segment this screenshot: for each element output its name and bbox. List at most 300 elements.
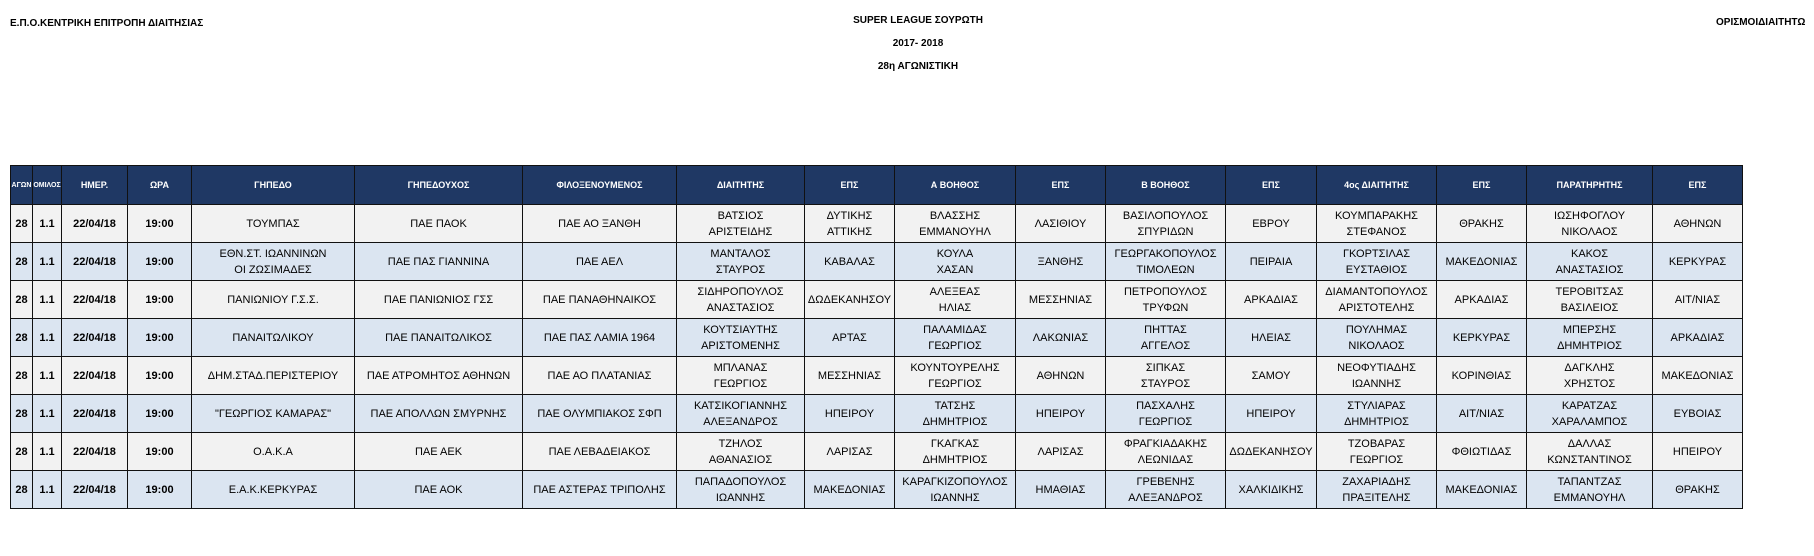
cell-group — [33, 243, 62, 281]
observer-eps-line: ΑΙΤ/ΝΙΑΣ — [1674, 293, 1721, 306]
assistant-b-eps-line: ΠΕΙΡΑΙΑ — [1249, 255, 1293, 268]
time-line: 19:00 — [145, 293, 174, 306]
date-line: 22/04/18 — [73, 407, 116, 420]
referee-line: ΑΡΙΣΤΟΜΕΝΗΣ — [701, 339, 780, 352]
assistant-b-eps-line: ΧΑΛΚΙΔΙΚΗΣ — [1238, 483, 1304, 496]
assistant-a-line: ΒΛΑΣΣΗΣ — [929, 209, 981, 222]
date-line: 22/04/18 — [73, 483, 116, 496]
cell-away-team — [523, 433, 677, 471]
stadium-line: ΕΘΝ.ΣΤ. ΙΩΑΝΝΙΝΩΝ — [219, 247, 327, 260]
col-header-observer-eps: ΕΠΣ — [1653, 166, 1743, 205]
stadium-line: ΔΗΜ.ΣΤΑΔ.ΠΕΡΙΣΤΕΡΙΟΥ — [207, 369, 339, 382]
cell-away-team — [523, 395, 677, 433]
fourth-official-eps-line: ΜΑΚΕΔΟΝΙΑΣ — [1445, 255, 1518, 268]
cell-time — [128, 281, 192, 319]
referee-line: ΠΑΠΑΔΟΠΟΥΛΟΣ — [694, 475, 787, 488]
cell-assistant-b-eps — [1226, 319, 1317, 357]
assistant-a-eps-line: ΜΕΣΣΗΝΙΑΣ — [1028, 293, 1093, 306]
observer-line: ΧΡΗΣΤΟΣ — [1563, 377, 1616, 390]
cell-observer — [1527, 433, 1653, 471]
observer-line: ΧΑΡΑΛΑΜΠΟΣ — [1551, 415, 1628, 428]
cell-assistant-b-eps — [1226, 357, 1317, 395]
cell-time — [128, 471, 192, 509]
fourth-official-eps-line: ΚΟΡΙΝΘΙΑΣ — [1451, 369, 1512, 382]
referee-line: ΜΠΛΑΝΑΣ — [713, 361, 768, 374]
referee-assignments-label: ΟΡΙΣΜΟΙΔΙΑΙΤΗΤΩ — [1716, 17, 1806, 28]
cell-away-team — [523, 319, 677, 357]
cell-match-number — [11, 357, 33, 395]
header-row — [11, 166, 1743, 205]
referee-line: ΑΡΙΣΤΕΙΔΗΣ — [708, 225, 773, 238]
assistant-b-line: ΛΕΩΝΙΔΑΣ — [1137, 453, 1194, 466]
cell-referee-eps — [805, 319, 895, 357]
cell-observer — [1527, 319, 1653, 357]
cell-stadium — [192, 471, 355, 509]
assistant-a-line: ΚΟΥΛΑ — [936, 247, 974, 260]
assistant-a-eps-line: ΞΑΝΘΗΣ — [1037, 255, 1084, 268]
fourth-official-eps-line: ΚΕΡΚΥΡΑΣ — [1452, 331, 1511, 344]
cell-match-number — [11, 205, 33, 243]
cell-assistant-b-eps — [1226, 205, 1317, 243]
col-header-observer: ΠΑΡΑΤΗΡΗΤΗΣ — [1527, 166, 1653, 205]
cell-date — [62, 433, 128, 471]
cell-fourth-official — [1317, 395, 1437, 433]
fourth-official-line: ΝΕΟΦΥΤΙΑΔΗΣ — [1337, 361, 1416, 374]
time-line: 19:00 — [145, 483, 174, 496]
cell-observer — [1527, 471, 1653, 509]
assistant-a-line: ΓΕΩΡΓΙΟΣ — [928, 377, 982, 390]
assistant-a-line: ΑΛΕΞΕΑΣ — [929, 285, 981, 298]
cell-observer-eps — [1653, 205, 1743, 243]
table-row — [11, 319, 1743, 357]
stadium-line: Ε.Α.Κ.ΚΕΡΚΥΡΑΣ — [228, 483, 318, 496]
observer-line: ΕΜΜΑΝΟΥΗΛ — [1553, 491, 1626, 504]
col-header-away-team: ΦΙΛΟΞΕΝΟΥΜΕΝΟΣ — [523, 166, 677, 205]
group-line: 1.1 — [39, 217, 55, 230]
match-number-line: 28 — [15, 217, 28, 230]
assistant-b-line: ΠΑΣΧΑΛΗΣ — [1136, 399, 1195, 412]
cell-assistant-b-eps — [1226, 471, 1317, 509]
cell-match-number — [11, 395, 33, 433]
time-line: 19:00 — [145, 255, 174, 268]
assistant-a-eps-line: ΛΑΡΙΣΑΣ — [1037, 445, 1084, 458]
cell-assistant-b-eps — [1226, 243, 1317, 281]
col-header-assistant-a: Α ΒΟΗΘΟΣ — [895, 166, 1016, 205]
cell-referee — [677, 319, 805, 357]
cell-assistant-b — [1106, 471, 1226, 509]
referee-eps-line: ΜΑΚΕΔΟΝΙΑΣ — [813, 483, 886, 496]
col-header-assistant-b: Β ΒΟΗΘΟΣ — [1106, 166, 1226, 205]
assistant-a-eps-line: ΗΠΕΙΡΟΥ — [1035, 407, 1086, 420]
cell-assistant-a-eps — [1016, 357, 1106, 395]
match-number-line: 28 — [15, 407, 28, 420]
cell-observer-eps — [1653, 243, 1743, 281]
cell-date — [62, 395, 128, 433]
cell-fourth-official — [1317, 243, 1437, 281]
assistant-a-line: ΓΚΑΓΚΑΣ — [930, 437, 980, 450]
table-row — [11, 433, 1743, 471]
cell-fourth-official — [1317, 205, 1437, 243]
match-number-line: 28 — [15, 331, 28, 344]
match-number-line: 28 — [15, 483, 28, 496]
cell-match-number — [11, 243, 33, 281]
cell-fourth-official-eps — [1437, 281, 1527, 319]
fourth-official-line: ΣΤΕΦΑΝΟΣ — [1346, 225, 1407, 238]
assistant-b-line: ΦΡΑΓΚΙΑΔΑΚΗΣ — [1123, 437, 1208, 450]
away-team-line: ΠΑΕ ΟΛΥΜΠΙΑΚΟΣ ΣΦΠ — [537, 407, 662, 420]
cell-assistant-b — [1106, 357, 1226, 395]
cell-assistant-a-eps — [1016, 471, 1106, 509]
observer-eps-line: ΜΑΚΕΔΟΝΙΑΣ — [1661, 369, 1734, 382]
stadium-line: "ΓΕΩΡΓΙΟΣ ΚΑΜΑΡΑΣ" — [214, 407, 332, 420]
away-team-line: ΠΑΕ ΑΕΛ — [575, 255, 624, 268]
table-row — [11, 471, 1743, 509]
cell-assistant-b-eps — [1226, 281, 1317, 319]
referee-line: ΤΖΗΛΟΣ — [718, 437, 763, 450]
federation-name: Ε.Π.Ο.ΚΕΝΤΡΙΚΗ ΕΠΙΤΡΟΠΗ ΔΙΑΙΤΗΣΙΑΣ — [10, 18, 204, 29]
cell-stadium — [192, 433, 355, 471]
cell-home-team — [355, 471, 523, 509]
cell-group — [33, 433, 62, 471]
home-team-line: ΠΑΕ ΠΑΣ ΓΙΑΝΝΙΝΑ — [387, 255, 490, 268]
fourth-official-line: ΠΡΑΞΙΤΕΛΗΣ — [1342, 491, 1411, 504]
fourth-official-line: ΠΟΥΛΗΜΑΣ — [1345, 323, 1408, 336]
assistant-b-line: ΑΓΓΕΛΟΣ — [1140, 339, 1191, 352]
table-row — [11, 205, 1743, 243]
cell-stadium — [192, 205, 355, 243]
observer-eps-line: ΗΠΕΙΡΟΥ — [1672, 445, 1723, 458]
cell-group — [33, 281, 62, 319]
league-title: SUPER LEAGUE ΣΟΥΡΩΤΗ — [853, 15, 983, 26]
group-line: 1.1 — [39, 331, 55, 344]
fourth-official-eps-line: ΘΡΑΚΗΣ — [1459, 217, 1504, 230]
col-header-fourth-official-eps: ΕΠΣ — [1437, 166, 1527, 205]
home-team-line: ΠΑΕ ΠΑΝΙΩΝΙΟΣ ΓΣΣ — [383, 293, 494, 306]
group-line: 1.1 — [39, 407, 55, 420]
assistant-b-eps-line: ΔΩΔΕΚΑΝΗΣΟΥ — [1229, 445, 1313, 458]
fourth-official-line: ΓΚΟΡΤΣΙΛΑΣ — [1342, 247, 1410, 260]
cell-time — [128, 205, 192, 243]
cell-observer — [1527, 205, 1653, 243]
cell-time — [128, 357, 192, 395]
assistant-a-line: ΧΑΣΑΝ — [936, 263, 974, 276]
season: 2017- 2018 — [892, 38, 944, 49]
cell-away-team — [523, 243, 677, 281]
referee-eps-line: ΛΑΡΙΣΑΣ — [826, 445, 873, 458]
cell-group — [33, 357, 62, 395]
match-number-line: 28 — [15, 293, 28, 306]
assistant-b-line: ΓΕΩΡΓΑΚΟΠΟΥΛΟΣ — [1114, 247, 1217, 260]
date-line: 22/04/18 — [73, 293, 116, 306]
observer-line: ΙΩΣΗΦΟΓΛΟΥ — [1553, 209, 1626, 222]
cell-away-team — [523, 205, 677, 243]
table-row — [11, 357, 1743, 395]
cell-fourth-official-eps — [1437, 433, 1527, 471]
cell-home-team — [355, 281, 523, 319]
col-header-assistant-a-eps: ΕΠΣ — [1016, 166, 1106, 205]
cell-referee-eps — [805, 433, 895, 471]
cell-assistant-b — [1106, 243, 1226, 281]
away-team-line: ΠΑΕ ΠΑΝΑΘΗΝΑΙΚΟΣ — [542, 293, 657, 306]
fourth-official-line: ΕΥΣΤΑΘΙΟΣ — [1345, 263, 1408, 276]
fourth-official-line: ΑΡΙΣΤΟΤΕΛΗΣ — [1338, 301, 1415, 314]
referee-line: ΙΩΑΝΝΗΣ — [715, 491, 766, 504]
cell-assistant-a-eps — [1016, 243, 1106, 281]
home-team-line: ΠΑΕ ΑΤΡΟΜΗΤΟΣ ΑΘΗΝΩΝ — [366, 369, 511, 382]
cell-referee — [677, 205, 805, 243]
cell-observer-eps — [1653, 433, 1743, 471]
assistant-a-line: ΚΑΡΑΓΚΙΖΟΠΟΥΛΟΣ — [902, 475, 1008, 488]
referee-line: ΓΕΩΡΓΙΟΣ — [713, 377, 768, 390]
home-team-line: ΠΑΕ ΠΑΟΚ — [410, 217, 467, 230]
referee-line: ΚΑΤΣΙΚΟΓΙΑΝΝΗΣ — [693, 399, 788, 412]
stadium-line: ΤΟΥΜΠΑΣ — [246, 217, 300, 230]
cell-observer-eps — [1653, 357, 1743, 395]
observer-eps-line: ΑΘΗΝΩΝ — [1673, 217, 1722, 230]
cell-stadium — [192, 395, 355, 433]
cell-referee — [677, 243, 805, 281]
cell-fourth-official — [1317, 319, 1437, 357]
home-team-line: ΠΑΕ ΑΟΚ — [414, 483, 463, 496]
cell-group — [33, 471, 62, 509]
cell-observer — [1527, 243, 1653, 281]
time-line: 19:00 — [145, 369, 174, 382]
home-team-line: ΠΑΕ ΑΠΟΛΛΩΝ ΣΜΥΡΝΗΣ — [370, 407, 507, 420]
cell-group — [33, 205, 62, 243]
cell-observer-eps — [1653, 281, 1743, 319]
col-header-stadium: ΓΗΠΕΔΟ — [192, 166, 355, 205]
referee-eps-line: ΚΑΒΑΛΑΣ — [824, 255, 875, 268]
cell-assistant-a — [895, 395, 1016, 433]
away-team-line: ΠΑΕ ΑΟ ΠΛΑΤΑΝΙΑΣ — [547, 369, 652, 382]
cell-away-team — [523, 471, 677, 509]
cell-date — [62, 243, 128, 281]
assistant-a-eps-line: ΛΑΣΙΘΙΟΥ — [1034, 217, 1087, 230]
assistant-b-eps-line: ΗΠΕΙΡΟΥ — [1246, 407, 1296, 420]
cell-referee — [677, 357, 805, 395]
cell-observer-eps — [1653, 319, 1743, 357]
cell-away-team — [523, 281, 677, 319]
referee-eps-line: ΗΠΕΙΡΟΥ — [824, 407, 875, 420]
date-line: 22/04/18 — [73, 331, 116, 344]
cell-assistant-b-eps — [1226, 433, 1317, 471]
fourth-official-eps-line: ΦΘΙΩΤΙΔΑΣ — [1451, 445, 1512, 458]
assistant-b-line: ΑΛΕΞΑΝΔΡΟΣ — [1128, 491, 1203, 504]
cell-assistant-a — [895, 281, 1016, 319]
referee-assignment-table — [10, 165, 1743, 509]
observer-line: ΝΙΚΟΛΑΟΣ — [1561, 225, 1618, 238]
date-line: 22/04/18 — [73, 255, 116, 268]
stadium-line: ΠΑΝΙΩΝΙΟΥ Γ.Σ.Σ. — [227, 293, 319, 306]
cell-stadium — [192, 243, 355, 281]
col-header-match: ΑΓΩΝ — [11, 166, 33, 205]
referee-eps-line: ΑΡΤΑΣ — [832, 331, 867, 344]
date-line: 22/04/18 — [73, 369, 116, 382]
home-team-line: ΠΑΕ ΠΑΝΑΙΤΩΛΙΚΟΣ — [385, 331, 492, 344]
cell-observer — [1527, 281, 1653, 319]
group-line: 1.1 — [39, 369, 55, 382]
cell-fourth-official-eps — [1437, 471, 1527, 509]
referee-line: ΣΙΔΗΡΟΠΟΥΛΟΣ — [697, 285, 784, 298]
stadium-line: ΠΑΝΑΙΤΩΛΙΚΟΥ — [232, 331, 314, 344]
match-number-line: 28 — [15, 255, 28, 268]
cell-assistant-b — [1106, 319, 1226, 357]
cell-fourth-official-eps — [1437, 205, 1527, 243]
observer-eps-line: ΘΡΑΚΗΣ — [1675, 483, 1720, 496]
assistant-b-line: ΣΙΠΚΑΣ — [1145, 361, 1186, 374]
fourth-official-line: ΔΙΑΜΑΝΤΟΠΟΥΛΟΣ — [1325, 285, 1428, 298]
cell-referee-eps — [805, 357, 895, 395]
time-line: 19:00 — [145, 445, 174, 458]
cell-assistant-a — [895, 471, 1016, 509]
cell-stadium — [192, 357, 355, 395]
cell-date — [62, 357, 128, 395]
cell-away-team — [523, 357, 677, 395]
fourth-official-line: ΙΩΑΝΝΗΣ — [1351, 377, 1402, 390]
cell-fourth-official-eps — [1437, 319, 1527, 357]
observer-eps-line: ΕΥΒΟΙΑΣ — [1673, 407, 1722, 420]
home-team-line: ΠΑΕ ΑΕΚ — [414, 445, 463, 458]
assistant-a-line: ΤΑΤΣΗΣ — [934, 399, 976, 412]
cell-assistant-a — [895, 357, 1016, 395]
cell-assistant-a-eps — [1016, 433, 1106, 471]
away-team-line: ΠΑΕ ΛΕΒΑΔΕΙΑΚΟΣ — [548, 445, 651, 458]
assistant-a-line: ΙΩΑΝΝΗΣ — [930, 491, 980, 504]
assistant-b-line: ΤΙΜΟΛΕΩΝ — [1136, 263, 1195, 276]
assistant-a-line: ΠΑΛΑΜΙΔΑΣ — [923, 323, 987, 336]
cell-match-number — [11, 433, 33, 471]
round-title: 28η ΑΓΩΝΙΣΤΙΚΗ — [877, 61, 959, 72]
stadium-line: Ο.Α.Κ.Α — [253, 445, 293, 458]
cell-referee-eps — [805, 243, 895, 281]
referee-eps-line: ΔΩΔΕΚΑΝΗΣΟΥ — [807, 293, 892, 306]
fourth-official-line: ΖΑΧΑΡΙΑΔΗΣ — [1342, 475, 1411, 488]
stadium-line: ΟΙ ΖΩΣΙΜΑΔΕΣ — [234, 263, 312, 276]
fourth-official-line: ΚΟΥΜΠΑΡΑΚΗΣ — [1335, 209, 1418, 222]
assistant-a-eps-line: ΗΜΑΘΙΑΣ — [1035, 483, 1086, 496]
cell-referee — [677, 281, 805, 319]
cell-assistant-b — [1106, 433, 1226, 471]
cell-group — [33, 395, 62, 433]
fourth-official-eps-line: ΑΙΤ/ΝΙΑΣ — [1458, 407, 1505, 420]
cell-assistant-a — [895, 243, 1016, 281]
cell-referee — [677, 395, 805, 433]
observer-eps-line: ΚΕΡΚΥΡΑΣ — [1668, 255, 1727, 268]
col-header-referee-eps: ΕΠΣ — [805, 166, 895, 205]
col-header-group: ΟΜΙΛΟΣ — [33, 166, 62, 205]
cell-fourth-official — [1317, 357, 1437, 395]
match-number-line: 28 — [15, 369, 28, 382]
referee-line: ΑΛΕΞΑΝΔΡΟΣ — [703, 415, 778, 428]
cell-assistant-b — [1106, 205, 1226, 243]
cell-assistant-a — [895, 205, 1016, 243]
assistant-b-line: ΒΑΣΙΛΟΠΟΥΛΟΣ — [1122, 209, 1209, 222]
fourth-official-line: ΣΤΥΛΙΑΡΑΣ — [1347, 399, 1406, 412]
away-team-line: ΠΑΕ ΠΑΣ ΛΑΜΙΑ 1964 — [543, 331, 656, 344]
assistant-b-eps-line: ΑΡΚΑΔΙΑΣ — [1244, 293, 1298, 306]
time-line: 19:00 — [145, 407, 174, 420]
cell-observer-eps — [1653, 471, 1743, 509]
away-team-line: ΠΑΕ ΑΣΤΕΡΑΣ ΤΡΙΠΟΛΗΣ — [533, 483, 666, 496]
referee-line: ΜΑΝΤΑΛΟΣ — [710, 247, 771, 260]
cell-assistant-b — [1106, 281, 1226, 319]
observer-line: ΜΠΕΡΣΗΣ — [1562, 323, 1617, 336]
referee-eps-line: ΜΕΣΣΗΝΙΑΣ — [817, 369, 882, 382]
assistant-a-line: ΚΟΥΝΤΟΥΡΕΛΗΣ — [910, 361, 1000, 374]
observer-line: ΑΝΑΣΤΑΣΙΟΣ — [1555, 263, 1624, 276]
cell-date — [62, 319, 128, 357]
cell-group — [33, 319, 62, 357]
assistant-a-line: ΔΗΜΗΤΡΙΟΣ — [922, 453, 988, 466]
cell-match-number — [11, 281, 33, 319]
cell-referee-eps — [805, 395, 895, 433]
referee-eps-line: ΔΥΤΙΚΗΣ — [826, 209, 873, 222]
col-header-assistant-b-eps: ΕΠΣ — [1226, 166, 1317, 205]
group-line: 1.1 — [39, 445, 55, 458]
table-row — [11, 281, 1743, 319]
cell-home-team — [355, 357, 523, 395]
fourth-official-eps-line: ΑΡΚΑΔΙΑΣ — [1454, 293, 1509, 306]
assistant-b-eps-line: ΕΒΡΟΥ — [1252, 217, 1290, 230]
cell-home-team — [355, 395, 523, 433]
cell-stadium — [192, 319, 355, 357]
cell-home-team — [355, 433, 523, 471]
cell-home-team — [355, 243, 523, 281]
assistant-a-line: ΓΕΩΡΓΙΟΣ — [928, 339, 982, 352]
cell-stadium — [192, 281, 355, 319]
observer-line: ΔΗΜΗΤΡΙΟΣ — [1557, 339, 1622, 352]
time-line: 19:00 — [145, 331, 174, 344]
cell-fourth-official — [1317, 433, 1437, 471]
assistant-a-eps-line: ΑΘΗΝΩΝ — [1036, 369, 1085, 382]
table-row — [11, 395, 1743, 433]
observer-line: ΔΑΓΚΛΗΣ — [1564, 361, 1615, 374]
group-line: 1.1 — [39, 293, 55, 306]
observer-eps-line: ΑΡΚΑΔΙΑΣ — [1670, 331, 1725, 344]
cell-assistant-a-eps — [1016, 281, 1106, 319]
cell-date — [62, 205, 128, 243]
table-row — [11, 243, 1743, 281]
col-header-referee: ΔΙΑΙΤΗΤΗΣ — [677, 166, 805, 205]
fourth-official-eps-line: ΜΑΚΕΔΟΝΙΑΣ — [1445, 483, 1518, 496]
cell-referee-eps — [805, 281, 895, 319]
assistant-b-line: ΤΡΥΦΩΝ — [1142, 301, 1189, 314]
assistant-b-line: ΠΗΤΤΑΣ — [1144, 323, 1187, 336]
cell-assistant-b-eps — [1226, 395, 1317, 433]
cell-observer — [1527, 395, 1653, 433]
time-line: 19:00 — [145, 217, 174, 230]
referee-line: ΑΘΑΝΑΣΙΟΣ — [708, 453, 773, 466]
cell-observer — [1527, 357, 1653, 395]
cell-referee-eps — [805, 471, 895, 509]
cell-fourth-official-eps — [1437, 243, 1527, 281]
cell-match-number — [11, 319, 33, 357]
cell-fourth-official-eps — [1437, 395, 1527, 433]
assistant-a-eps-line: ΛΑΚΩΝΙΑΣ — [1032, 331, 1089, 344]
assistant-b-line: ΓΕΩΡΓΙΟΣ — [1138, 415, 1193, 428]
assistant-b-line: ΣΠΥΡΙΔΩΝ — [1137, 225, 1194, 238]
referee-eps-line: ΑΤΤΙΚΗΣ — [826, 225, 873, 238]
cell-date — [62, 471, 128, 509]
col-header-home-team: ΓΗΠΕΔΟΥΧΟΣ — [355, 166, 523, 205]
cell-time — [128, 243, 192, 281]
observer-line: ΚΑΚΟΣ — [1570, 247, 1609, 260]
cell-assistant-a — [895, 433, 1016, 471]
assistant-b-line: ΠΕΤΡΟΠΟΥΛΟΣ — [1123, 285, 1208, 298]
cell-time — [128, 319, 192, 357]
cell-home-team — [355, 205, 523, 243]
observer-line: ΤΑΠΑΝΤΖΑΣ — [1557, 475, 1622, 488]
